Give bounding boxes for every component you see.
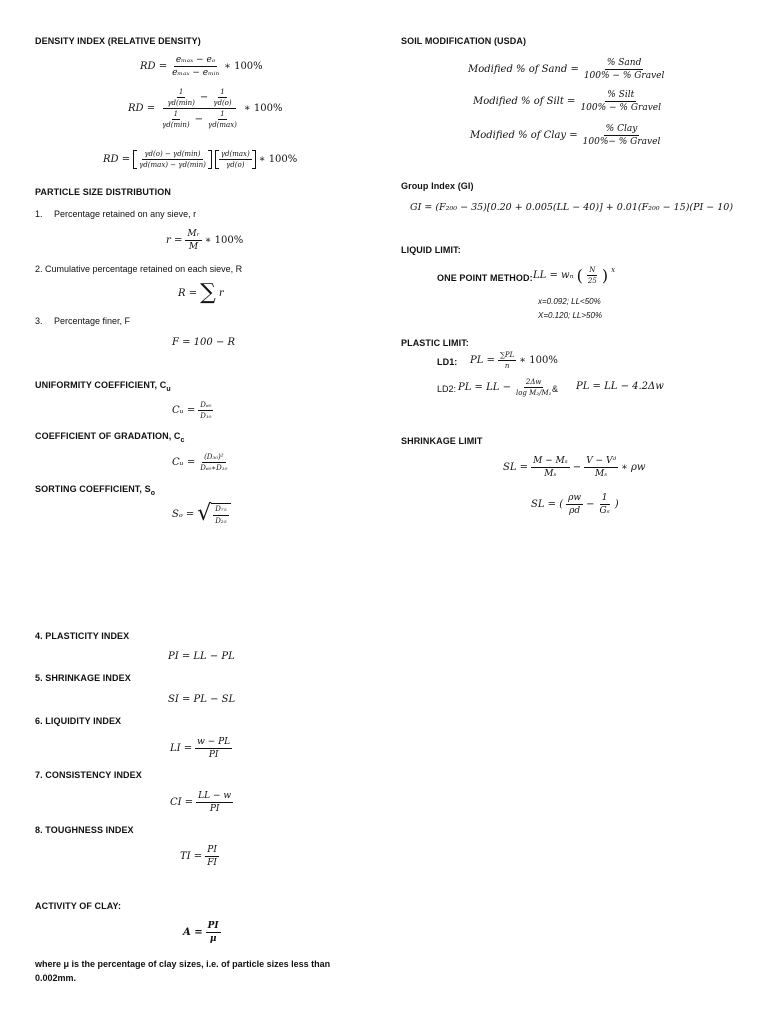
rd3-lhs: RD =: [103, 154, 131, 166]
psd-item-3: 3. Percentage finer, F: [35, 316, 131, 326]
psd-f1-num: Mᵣ: [185, 229, 201, 241]
ll-exponent: x: [611, 266, 616, 274]
clay-num: % Clay: [604, 124, 640, 136]
rd2-frac-4: [206, 110, 239, 129]
sorting-heading-text: SORTING COEFFICIENT, S: [35, 484, 151, 494]
silt-den: 100% − % Gravel: [580, 103, 661, 114]
sl2-num1: ρw: [566, 493, 583, 505]
psd-item-1: 1. Percentage retained on any sieve, r: [35, 209, 197, 219]
consistency-den: PI: [209, 804, 220, 815]
sl2-den2: Gₛ: [599, 506, 610, 517]
rd2-lhs: RD =: [128, 103, 156, 115]
rd2-minus-2: −: [194, 113, 204, 125]
uniformity-fraction: [198, 401, 213, 420]
uniformity-num: D₆₀: [198, 401, 213, 411]
gradation-fraction: [198, 453, 229, 472]
liquidity-formula: [170, 737, 232, 761]
liquid-limit-heading: LIQUID LIMIT:: [401, 245, 461, 255]
sl1-den2: Mₛ: [595, 469, 608, 480]
consistency-lhs: CI =: [170, 797, 194, 809]
liquid-limit-formula: [533, 266, 615, 285]
ll-den: 25: [587, 277, 597, 286]
sl2-close: ): [614, 499, 619, 511]
gradation-formula: [172, 453, 229, 472]
modified-sand-formula: [468, 58, 666, 82]
silt-lhs: Modified % of Silt =: [473, 96, 576, 108]
density-index-heading: DENSITY INDEX (RELATIVE DENSITY): [35, 36, 201, 46]
psd-item-2: 2. Cumulative percentage retained on each sieve, R: [35, 264, 243, 274]
shrinkage-index-heading: 5. SHRINKAGE INDEX: [35, 673, 131, 683]
plastic-limit-heading: PLASTIC LIMIT:: [401, 338, 469, 348]
rd2-d1: γd(min): [167, 99, 195, 108]
rd2-minus-1: −: [199, 91, 209, 103]
rd2-outer-denominator: [158, 109, 241, 129]
plasticity-heading: 4. PLASTICITY INDEX: [35, 631, 130, 641]
liquid-limit-note-1: x=0.092; LL<50%: [538, 297, 601, 306]
rd-lhs: RD =: [140, 61, 168, 73]
sorting-fraction: [213, 505, 228, 524]
sl1-lhs: SL =: [503, 462, 529, 474]
sl1-num2: V − Vᵈ: [584, 456, 618, 468]
toughness-heading: 8. TOUGHNESS INDEX: [35, 825, 134, 835]
uniformity-heading-sub: u: [166, 385, 171, 393]
sorting-heading: [35, 484, 155, 497]
ld2b-formula: PL = LL − 4.2Δw: [576, 381, 664, 392]
toughness-formula: [180, 845, 219, 869]
group-index-heading: Group Index (GI): [401, 181, 474, 191]
group-index-formula: GI = (F₂₀₀ − 35)[0.20 + 0.005(LL − 40)] + 0.01(F₂₀₀ − 15)(PI − 10): [410, 202, 734, 213]
toughness-fraction: [205, 845, 219, 869]
clay-fraction: [581, 124, 663, 148]
gradation-heading-text: COEFFICIENT OF GRADATION, C: [35, 431, 181, 441]
toughness-num: PI: [205, 845, 219, 857]
liquidity-fraction: [195, 737, 232, 761]
rd2-frac-3: [160, 110, 192, 129]
sqrt-icon: √: [197, 501, 212, 526]
liquidity-den: PI: [208, 750, 219, 761]
psd-heading: PARTICLE SIZE DISTRIBUTION: [35, 187, 171, 197]
rd3-bracket-2: [215, 150, 256, 169]
ampersand: &: [552, 384, 559, 394]
ll-num: N: [587, 266, 597, 276]
uniformity-heading-text: UNIFORMITY COEFFICIENT, C: [35, 380, 167, 390]
activity-fraction: [206, 921, 221, 945]
clay-lhs: Modified % of Clay =: [470, 130, 578, 142]
psd-formula-1: [166, 229, 243, 253]
rd2-d2: γd(o): [213, 99, 232, 108]
ld1-tail: ∗ 100%: [519, 355, 558, 367]
rd3-tail: ∗ 100%: [258, 154, 298, 166]
ld2-formula: [458, 378, 553, 397]
sl2-minus: −: [586, 499, 595, 511]
sl1-num1: M − Mₛ: [531, 456, 570, 468]
sorting-lhs: Sₒ =: [172, 508, 195, 520]
sorting-formula: [172, 503, 231, 525]
ld2-lhs: PL = LL −: [458, 382, 511, 394]
shrinkage-index-formula: SI = PL − SL: [168, 694, 236, 705]
rd2-outer-numerator: [163, 88, 235, 109]
activity-note: where μ is the percentage of clay sizes, i.e. of particle sizes less than 0.002mm.: [35, 959, 331, 983]
modified-silt-formula: [473, 90, 663, 114]
modified-clay-formula: [470, 124, 662, 148]
rd2-d3: γd(min): [162, 121, 190, 130]
activity-formula: [183, 921, 221, 945]
sorting-heading-sub: o: [150, 489, 156, 497]
sqrt-radical: [197, 503, 230, 525]
rd3-num2: γd(max): [219, 150, 252, 160]
uniformity-lhs: Cᵤ =: [172, 405, 196, 417]
activity-den: μ: [209, 934, 217, 945]
plasticity-formula: PI = LL − PL: [168, 651, 235, 662]
psd-f1-tail: ∗ 100%: [204, 235, 244, 247]
rd-numerator: eₘₐₓ − eₒ: [174, 55, 217, 67]
rd-fraction: [170, 55, 221, 79]
gradation-den: D₆₀∗D₁₀: [200, 464, 228, 473]
activity-num: PI: [206, 921, 221, 933]
ld1-num: ∑PL: [498, 351, 516, 361]
ld1-formula: [470, 351, 558, 370]
gradation-heading-sub: c: [180, 436, 185, 444]
sl2-fraction-2: [598, 493, 612, 517]
rd3-den2: γd(o): [226, 161, 245, 170]
psd-formula-3: F = 100 − R: [172, 337, 236, 348]
psd-f2-lhs: R =: [178, 287, 198, 299]
liquidity-heading: 6. LIQUIDITY INDEX: [35, 716, 122, 726]
liquidity-lhs: LI =: [170, 743, 193, 755]
rd2-n4: 1: [218, 110, 226, 120]
uniformity-formula: [172, 401, 213, 420]
sorting-den: D₂₅: [215, 516, 227, 525]
shrinkage-limit-heading: SHRINKAGE LIMIT: [401, 436, 483, 446]
rd2-frac-1: [165, 88, 197, 107]
toughness-lhs: TI =: [180, 851, 203, 863]
sl1-fraction-2: [584, 456, 618, 480]
ld2-den: log M₂/M₁: [515, 389, 552, 398]
ld2-fraction: [514, 378, 553, 397]
rd2-n3: 1: [172, 110, 180, 120]
activity-lhs: A =: [183, 927, 203, 939]
consistency-heading: 7. CONSISTENCY INDEX: [35, 770, 142, 780]
rd-formula-2: [128, 88, 282, 129]
psd-f2-var: r: [218, 287, 224, 299]
psd-formula-2: [178, 282, 224, 304]
ld1-label: LD1:: [437, 357, 458, 367]
silt-fraction: [578, 90, 663, 114]
consistency-formula: [170, 791, 233, 815]
sl1-tail: ∗ ρw: [621, 462, 646, 474]
sl1-minus: −: [572, 462, 582, 474]
consistency-num: LL − w: [196, 791, 233, 803]
rd2-n1: 1: [177, 88, 185, 98]
rd3-bracket-1: [133, 150, 212, 169]
sand-fraction: [582, 58, 667, 82]
gradation-heading: [35, 431, 185, 444]
sand-num: % Sand: [605, 58, 644, 70]
sl1-den1: Mₛ: [544, 469, 557, 480]
uniformity-den: D₁₀: [200, 412, 212, 421]
rd3-frac-1: [137, 150, 208, 169]
rd-tail: ∗ 100%: [224, 61, 263, 73]
sorting-num: D₇₅: [213, 505, 228, 515]
ld1-lhs: PL =: [470, 355, 495, 367]
activity-heading: ACTIVITY OF CLAY:: [35, 901, 122, 911]
sqrt-body: [211, 503, 230, 524]
rd-denominator: eₘₐₓ − eₘᵢₙ: [172, 68, 220, 79]
soil-modification-heading: SOIL MODIFICATION (USDA): [401, 36, 527, 46]
sum-symbol: ∑: [200, 280, 216, 305]
gradation-lhs: Cᵤ =: [172, 457, 196, 469]
liquid-limit-note-2: X=0.120; LL>50%: [538, 311, 603, 320]
toughness-den: FI: [207, 858, 217, 869]
rd3-den1: γd(max) − γd(min): [139, 161, 206, 170]
sl2-fraction-1: [566, 493, 583, 517]
clay-den: 100%− % Gravel: [582, 137, 661, 148]
ld2-num: 2Δw: [524, 378, 544, 388]
paren-open: (: [576, 266, 583, 286]
ld1-fraction: [498, 351, 516, 370]
ll-lhs: LL = wₙ: [533, 270, 574, 282]
sl2-den1: ρd: [569, 506, 581, 517]
psd-f1-lhs: r =: [166, 235, 183, 247]
rd3-num1: γd(o) − γd(min): [142, 150, 202, 160]
ld2-label: LD2:: [437, 384, 457, 394]
rd2-outer-fraction: [158, 88, 241, 129]
ld1-den: n: [504, 362, 510, 371]
shrinkage-limit-formula-1: [503, 456, 645, 480]
uniformity-heading: [35, 380, 171, 393]
silt-num: % Silt: [605, 90, 636, 102]
rd-formula-3: [103, 150, 297, 169]
rd2-frac-2: [211, 88, 233, 107]
liquidity-num: w − PL: [195, 737, 232, 749]
sand-lhs: Modified % of Sand =: [468, 64, 579, 76]
rd2-n2: 1: [218, 88, 226, 98]
one-point-method-label: ONE POINT METHOD:: [437, 273, 533, 283]
sl1-fraction-1: [531, 456, 570, 480]
ll-fraction: [586, 266, 599, 285]
gradation-num: (D₃₀)²: [202, 453, 226, 463]
psd-f1-fraction: [185, 229, 201, 253]
rd3-frac-2: [219, 150, 252, 169]
rd2-d4: γd(max): [208, 121, 237, 130]
paren-close: ): [601, 266, 609, 286]
sl2-lhs: SL = (: [531, 499, 564, 511]
shrinkage-limit-formula-2: [531, 493, 619, 517]
rd-formula-1: [140, 55, 263, 79]
consistency-fraction: [196, 791, 233, 815]
sl2-num2: 1: [600, 493, 610, 505]
rd2-tail: ∗ 100%: [243, 103, 283, 115]
sand-den: 100% − % Gravel: [583, 71, 665, 82]
psd-f1-den: M: [188, 242, 199, 253]
